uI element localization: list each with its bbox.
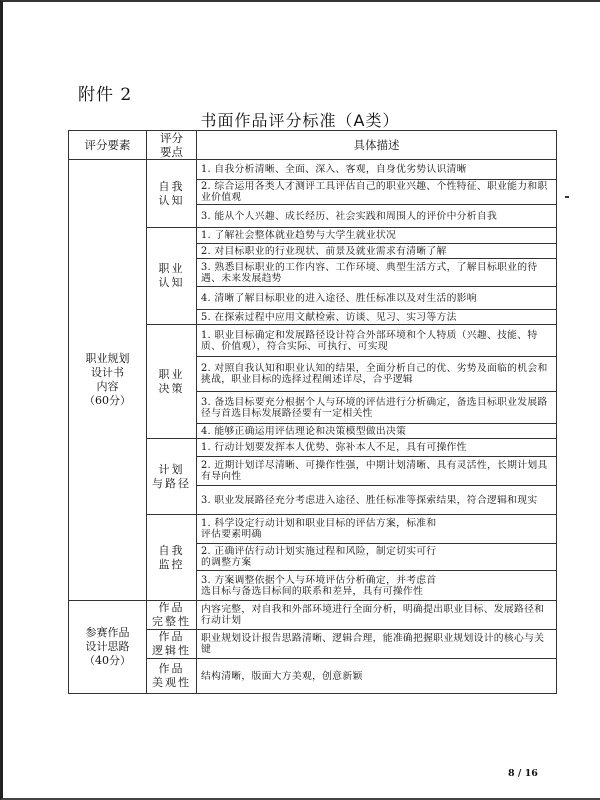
description-text: 3. 方案调整依据个人与环境评估分析确定，并考虑首 选目标与备选目标间的联系和差异，具有可操作性 — [201, 574, 437, 597]
description-cell — [197, 457, 557, 486]
description-cell — [197, 571, 557, 601]
scoring-point-label: 作品 逻辑性 — [152, 630, 191, 658]
description-cell — [197, 515, 557, 544]
scoring-point-cell — [147, 515, 197, 601]
description-text: 2. 对目标职业的行业现状、前景及就业需求有清晰了解 — [201, 245, 447, 257]
description-text: 1. 职业目标确定和发展路径设计符合外部环境和个人特质（兴趣、技能、特质、价值观），符合实际、可执行、可实现 — [201, 329, 538, 352]
page-title: 书面作品评分标准（A类） — [200, 111, 400, 130]
description-text: 结构清晰，版面大方美观，创意新颖 — [201, 670, 363, 682]
header-scoring-element: 评分要素 — [69, 131, 147, 160]
description-text: 2. 对照自我认知和职业认知的结果，全面分析自己的优、劣势及面临的机会和挑战，职业目标的选择过程阐述详尽，合乎逻辑 — [201, 363, 548, 386]
scoring-point-label: 职业 决策 — [158, 367, 185, 395]
scoring-element-label: 参赛作品 设计思路 （40分） — [84, 626, 131, 668]
scoring-point-label: 作品 完整性 — [152, 601, 191, 629]
description-text: 2. 综合运用各类人才测评工具评估自己的职业兴趣、个性特征、职业能力和职业价值观 — [201, 181, 548, 204]
description-cell — [197, 544, 557, 571]
description-cell — [197, 244, 557, 259]
description-cell — [197, 228, 557, 244]
description-cell — [197, 180, 557, 205]
scoring-point-label: 职业 认知 — [158, 262, 185, 290]
scoring-point-label: 自我 监控 — [158, 543, 185, 571]
description-text: 3. 能从个人兴趣、成长经历、社会实践和周围人的评价中分析自我 — [201, 210, 498, 222]
description-text: 4. 清晰了解目标职业的进入途径、胜任标准以及对生活的影响 — [201, 292, 477, 304]
scoring-point-cell — [147, 160, 197, 228]
scoring-element-cell — [69, 601, 147, 694]
description-text: 1. 行动计划要发挥本人优势、弥补本人不足，具有可操作性 — [201, 442, 467, 454]
scoring-point-cell — [147, 630, 197, 659]
description-text: 1. 了解社会整体就业趋势与大学生就业状况 — [201, 230, 397, 242]
scoring-element-cell — [69, 160, 147, 601]
header-scoring-point — [147, 131, 197, 160]
description-cell — [197, 287, 557, 310]
scoring-point-cell — [147, 228, 197, 325]
description-cell — [197, 630, 557, 659]
header-description: 具体描述 — [197, 131, 557, 160]
scoring-point-cell — [147, 659, 197, 694]
table-row — [69, 160, 557, 180]
description-text: 1. 自我分析清晰、全面、深入、客观，自身优劣势认识清晰 — [201, 163, 467, 175]
margin-mark — [565, 196, 569, 198]
scoring-element-label: 职业规划 设计书 内容 （60分） — [84, 352, 131, 408]
table-body — [69, 160, 557, 694]
description-cell — [197, 160, 557, 180]
description-cell — [197, 486, 557, 515]
description-cell — [197, 424, 557, 439]
description-text: 1. 科学设定行动计划和职业目标的评估方案，标准和 评估要素明确 — [201, 518, 437, 541]
page-number: 8 / 16 — [508, 768, 538, 779]
description-text: 职业规划设计报告思路清晰、逻辑合理，能准确把握职业规划设计的核心与关键 — [201, 633, 545, 656]
scoring-table — [68, 130, 557, 694]
description-cell — [197, 259, 557, 287]
table-row — [69, 601, 557, 630]
attachment-label: 附件 2 — [78, 85, 133, 105]
description-text: 3. 职业发展路径充分考虑进入途径、胜任标准等探索结果，符合逻辑和现实 — [201, 494, 538, 506]
description-cell — [197, 659, 557, 694]
description-cell — [197, 310, 557, 325]
description-text: 2. 正确评估行动计划实施过程和风险，制定切实可行 的调整方案 — [201, 546, 437, 569]
description-cell — [197, 357, 557, 392]
scoring-point-label: 自我 认知 — [158, 179, 185, 207]
scoring-point-cell — [147, 601, 197, 630]
scoring-point-cell — [147, 439, 197, 515]
description-cell — [197, 325, 557, 357]
description-cell — [197, 205, 557, 228]
description-cell — [197, 392, 557, 424]
description-text: 内容完整，对自我和外部环境进行全面分析，明确提出职业目标、发展路径和行动计划 — [201, 604, 545, 627]
description-text: 5. 在探索过程中应用文献检索、访谈、见习、实习等方法 — [201, 311, 457, 323]
header-scoring-point-label: 评分 要点 — [160, 131, 183, 159]
description-text: 4. 能够正确运用评估理论和决策模型做出决策 — [201, 425, 407, 437]
description-cell — [197, 439, 557, 457]
scoring-point-cell — [147, 325, 197, 439]
scoring-point-label: 作品 美观性 — [152, 662, 191, 690]
table-header-row — [69, 131, 557, 160]
description-text: 3. 备选目标要充分根据个人与环境的评估进行分析确定，备选目标职业发展路径与首选目标发展路径要有一定相关性 — [201, 396, 548, 419]
description-cell — [197, 601, 557, 630]
description-text: 2. 近期计划详尽清晰、可操作性强，中期计划清晰、具有灵活性，长期计划具有导向性 — [201, 460, 548, 483]
scoring-point-label: 计划 与路径 — [152, 462, 191, 490]
description-text: 3. 熟悉目标职业的工作内容、工作环境、典型生活方式，了解目标职业的待遇、未来发展趋势 — [201, 261, 538, 284]
